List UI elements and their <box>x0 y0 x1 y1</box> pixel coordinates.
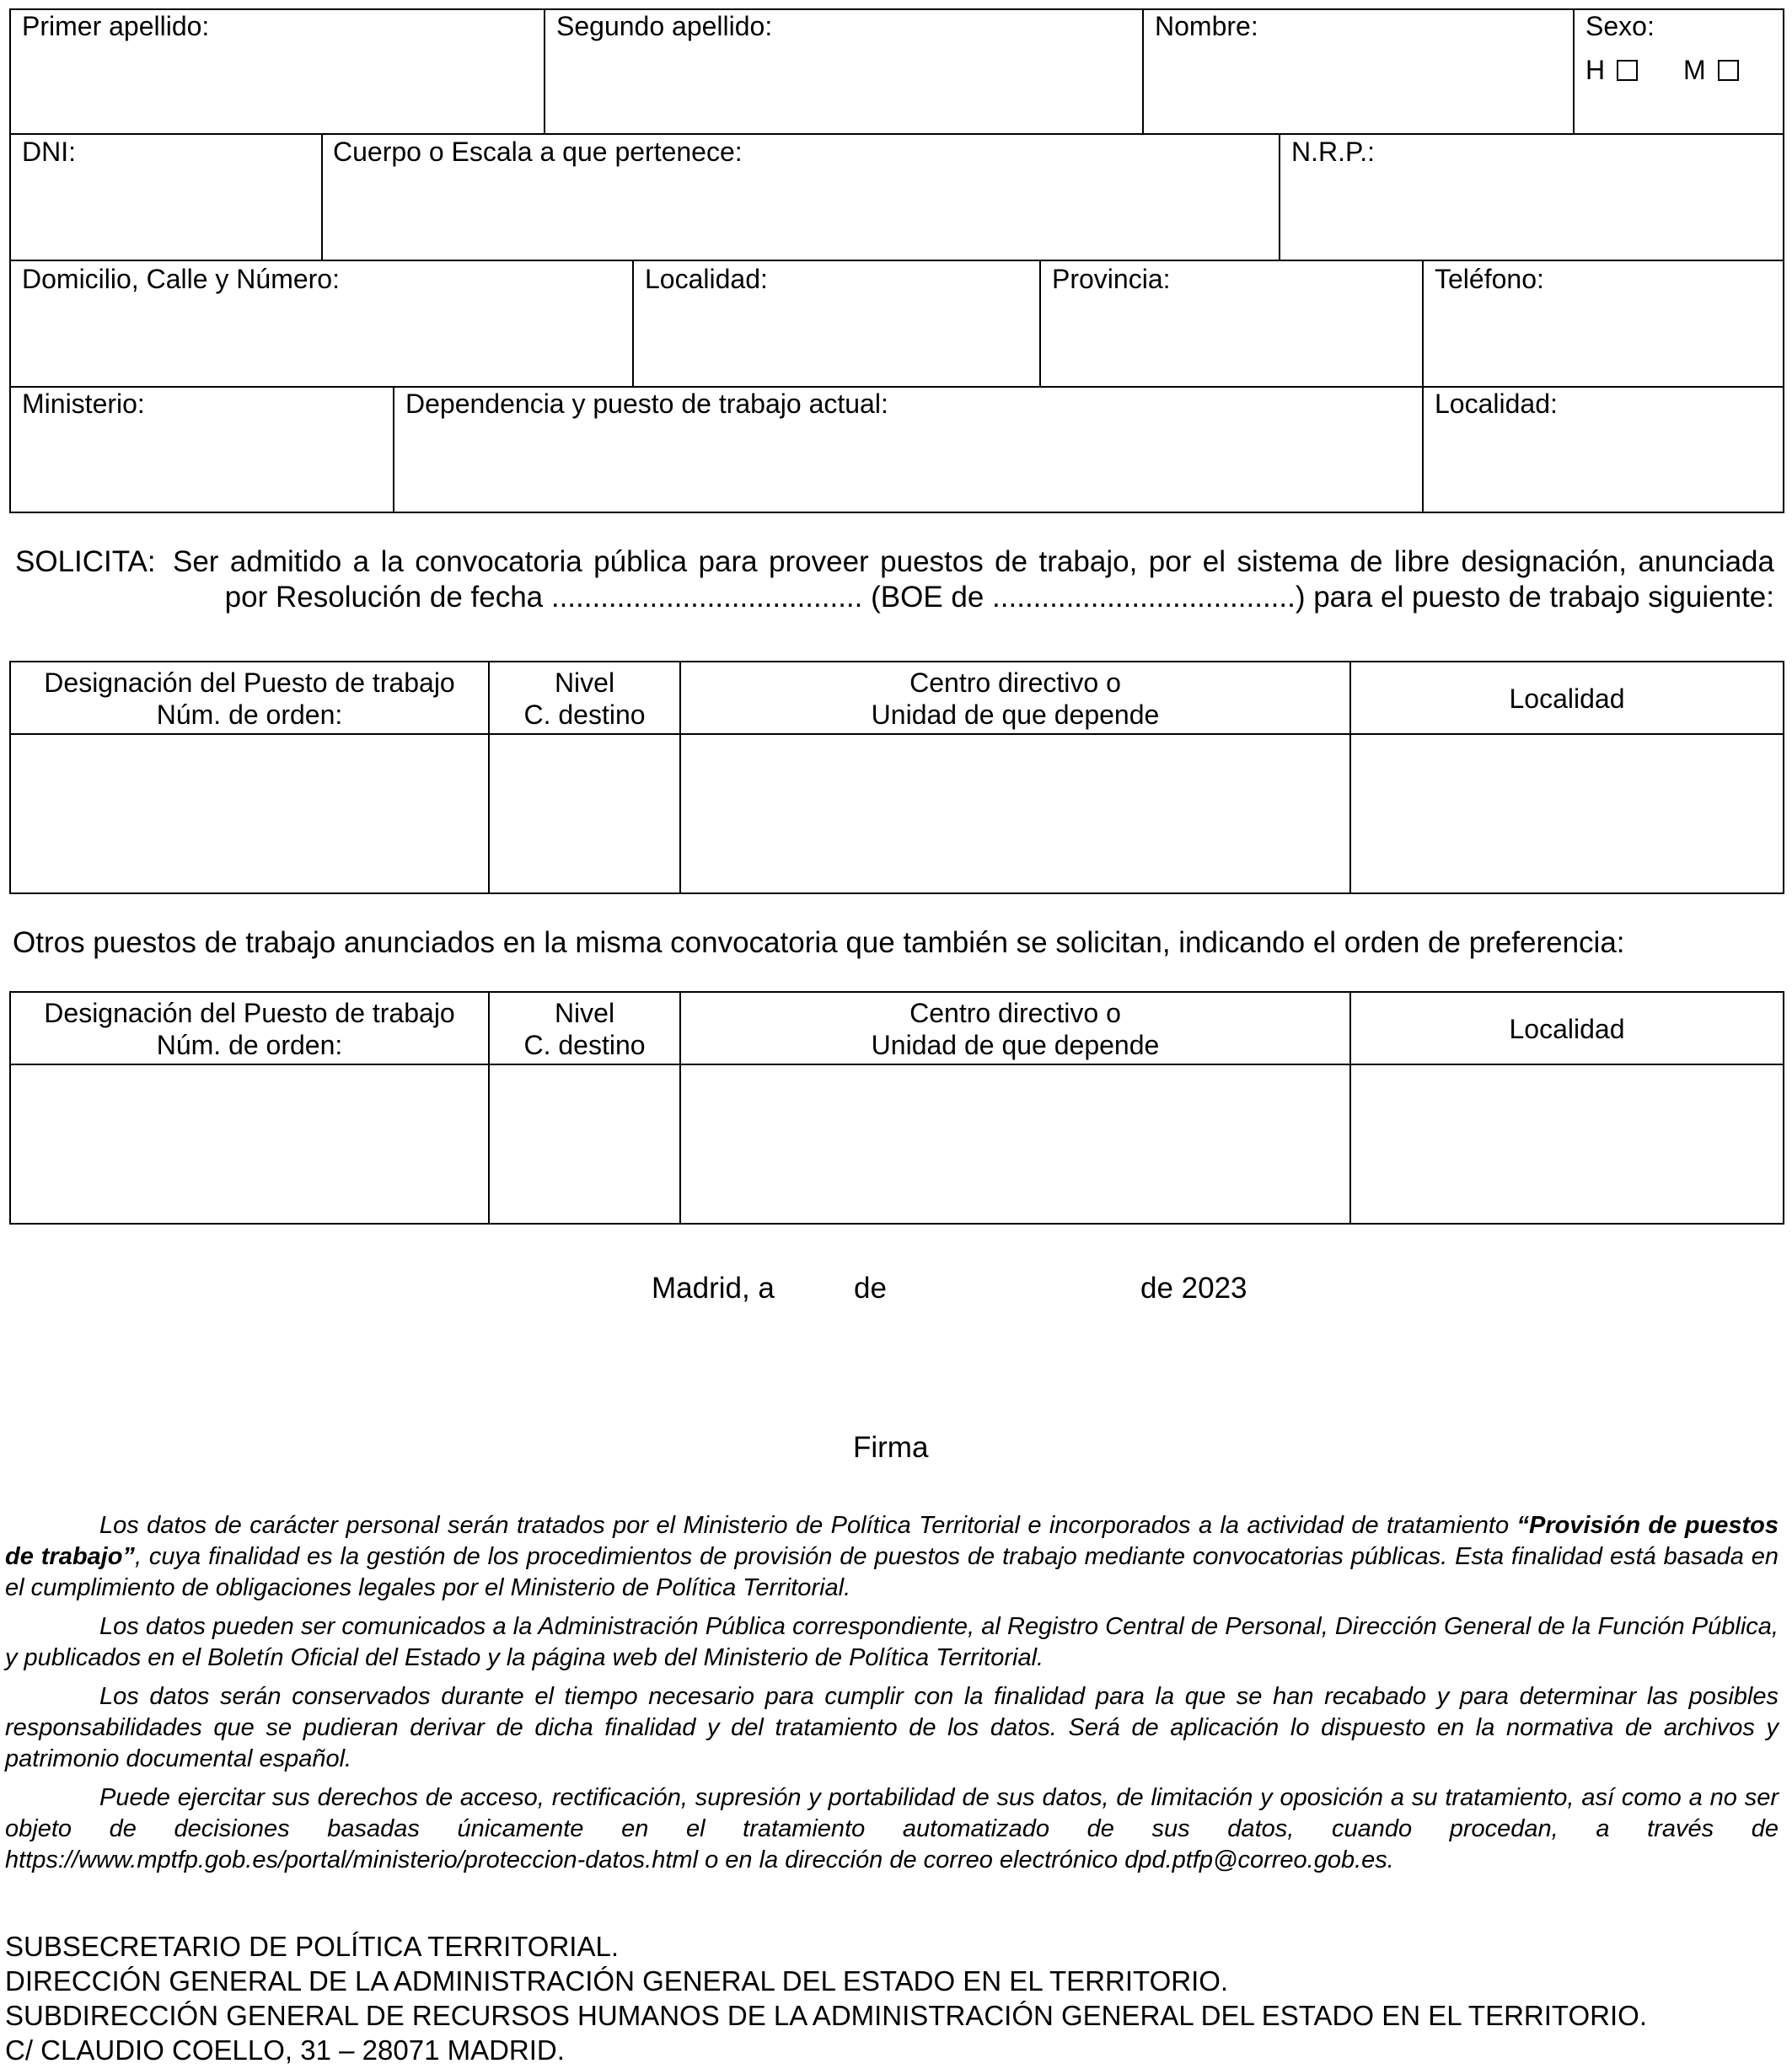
dni-field[interactable]: DNI: <box>22 137 76 167</box>
nrp-field[interactable]: N.R.P.: <box>1291 137 1375 167</box>
solicita-line-1: Ser admitido a la convocatoria pública para proveer puestos de trabajo, por el sistema de libre designación, anunciada <box>173 545 1774 578</box>
telefono-field[interactable]: Teléfono: <box>1435 264 1544 294</box>
cell-divider <box>1039 260 1041 387</box>
header-nivel-line2: C. destino <box>523 1030 646 1060</box>
footer-address <box>5 1929 1647 2067</box>
sexo-m-checkbox[interactable] <box>1718 60 1739 81</box>
header-centro-line1: Centro directivo o <box>909 998 1121 1028</box>
cuerpo-escala-field[interactable]: Cuerpo o Escala a que pertenece: <box>333 137 743 167</box>
solicita-label: SOLICITA: <box>15 545 156 578</box>
header-nivel <box>490 997 679 1061</box>
puesto-input-centro[interactable] <box>681 735 1349 892</box>
legal-paragraph-3: Los datos serán conservados durante el tiempo necesario para cumplir con la finalidad para la que se han recabado y para determinar las posibles responsabilidades que se pudieran derivar de dicha finalidad y del tratamiento de los datos. Será de aplicación lo dispuesto en la normativa de archivos y patrimonio documental español. <box>5 1683 1779 1772</box>
sexo-h-label: H <box>1585 55 1606 85</box>
otros-input-nivel[interactable] <box>490 1065 679 1223</box>
nombre-field[interactable]: Nombre: <box>1155 11 1258 41</box>
cell-divider <box>544 8 545 134</box>
sexo-m-label: M <box>1683 55 1706 85</box>
segundo-apellido-field[interactable]: Segundo apellido: <box>556 11 773 41</box>
ministerio-field[interactable]: Ministerio: <box>22 389 145 419</box>
puesto-input-localidad[interactable] <box>1351 735 1783 892</box>
otros-puestos-text: Otros puestos de trabajo anunciados en la misma convocatoria que también se solicitan, indicando el orden de preferencia: <box>13 926 1625 959</box>
cell-divider <box>321 133 323 260</box>
localidad-field[interactable]: Localidad: <box>645 264 768 294</box>
cell-divider <box>393 386 394 513</box>
header-designacion-line1: Designación del Puesto de trabajo <box>44 998 455 1028</box>
cell-divider <box>1279 133 1280 260</box>
header-nivel <box>490 667 679 731</box>
header-designacion-line2: Núm. de orden: <box>156 699 343 730</box>
header-localidad: Localidad <box>1509 683 1625 714</box>
header-centro-line2: Unidad de que depende <box>871 1030 1160 1060</box>
legal-paragraph-2: Los datos pueden ser comunicados a la Administración Pública correspondiente, al Registro Central de Personal, Dirección General de la Función Pública, y publicados en el Boletín Oficial del Estado y la página web del Ministerio de Política Territorial. <box>5 1613 1779 1671</box>
legal-paragraph-1: Los datos de carácter personal serán tratados por el Ministerio de Política Territorial e incorporados a la actividad de tratamiento “Provisión de puestos de trabajo”, cuya finalidad es la gestión de los procedimientos de provisión de puestos de trabajo mediante convocatorias públicas. Esta finalidad está basada en el cumplimiento de obligaciones legales por el Ministerio de Política Territorial. <box>5 1512 1779 1601</box>
footer-line-1: SUBSECRETARIO DE POLÍTICA TERRITORIAL. <box>5 1931 619 1962</box>
otros-input-localidad[interactable] <box>1351 1065 1783 1223</box>
legal-notice <box>5 1510 1779 1876</box>
header-centro <box>681 667 1349 731</box>
primer-apellido-field[interactable]: Primer apellido: <box>22 11 210 41</box>
cell-divider <box>1142 8 1144 134</box>
footer-line-3: SUBDIRECCIÓN GENERAL DE RECURSOS HUMANOS DE LA ADMINISTRACIÓN GENERAL DEL ESTADO EN EL TERRITORIO. <box>5 2000 1647 2031</box>
legal-paragraph-4: Puede ejercitar sus derechos de acceso, rectificación, supresión y portabilidad de sus datos, de limitación y oposición a su tratamiento, así como a no ser objeto de decisiones basadas únicamente en el tratamiento automatizado de sus datos, cuando procedan, a través de https://www.mptfp.gob.es/portal/ministerio/proteccion-datos.html o en la dirección de correo electrónico dpd.ptfp@correo.gob.es. <box>5 1784 1779 1873</box>
header-designacion <box>11 667 488 731</box>
sexo-h-checkbox[interactable] <box>1617 60 1638 81</box>
cell-divider <box>1422 386 1424 513</box>
cell-divider <box>1573 8 1575 134</box>
header-designacion <box>11 997 488 1061</box>
header-nivel-line1: Nivel <box>554 667 615 698</box>
header-centro-line2: Unidad de que depende <box>871 699 1160 730</box>
sexo-m-option[interactable] <box>1683 54 1739 86</box>
provincia-field[interactable]: Provincia: <box>1052 264 1171 294</box>
header-nivel-line1: Nivel <box>554 998 615 1028</box>
puesto-input-nivel[interactable] <box>490 735 679 892</box>
header-centro-line1: Centro directivo o <box>909 667 1121 698</box>
cell-divider <box>1422 260 1424 387</box>
firma-label: Firma <box>853 1431 929 1464</box>
header-designacion-line1: Designación del Puesto de trabajo <box>44 667 455 698</box>
puesto-input-designacion[interactable] <box>11 735 488 892</box>
footer-line-2: DIRECCIÓN GENERAL DE LA ADMINISTRACIÓN GENERAL DEL ESTADO EN EL TERRITORIO. <box>5 1965 1229 1997</box>
legal-activity-name: “Provisión de puestos de trabajo” <box>5 1512 1779 1570</box>
sexo-label: Sexo: <box>1585 11 1655 41</box>
fecha-de-anio: de 2023 <box>1140 1272 1247 1305</box>
cell-divider <box>632 260 634 387</box>
dependencia-field[interactable]: Dependencia y puesto de trabajo actual: <box>405 389 888 419</box>
otros-input-designacion[interactable] <box>11 1065 488 1223</box>
row-divider <box>9 260 1784 261</box>
domicilio-field[interactable]: Domicilio, Calle y Número: <box>22 264 340 294</box>
header-nivel-line2: C. destino <box>523 699 646 730</box>
fecha-madrid: Madrid, a <box>652 1272 775 1305</box>
header-designacion-line2: Núm. de orden: <box>156 1030 343 1060</box>
row-divider <box>9 133 1784 135</box>
header-centro <box>681 997 1349 1061</box>
header-localidad: Localidad <box>1509 1014 1625 1044</box>
localidad-actual-field[interactable]: Localidad: <box>1435 389 1558 419</box>
otros-input-centro[interactable] <box>681 1065 1349 1223</box>
footer-line-4: C/ CLAUDIO COELLO, 31 – 28071 MADRID. <box>5 2034 565 2066</box>
sexo-h-option[interactable] <box>1585 54 1638 86</box>
fecha-de-mes: de <box>854 1272 887 1305</box>
solicita-line-2: por Resolución de fecha ...................................... (BOE de .....................................) para el puesto de trabajo siguiente: <box>224 581 1774 614</box>
